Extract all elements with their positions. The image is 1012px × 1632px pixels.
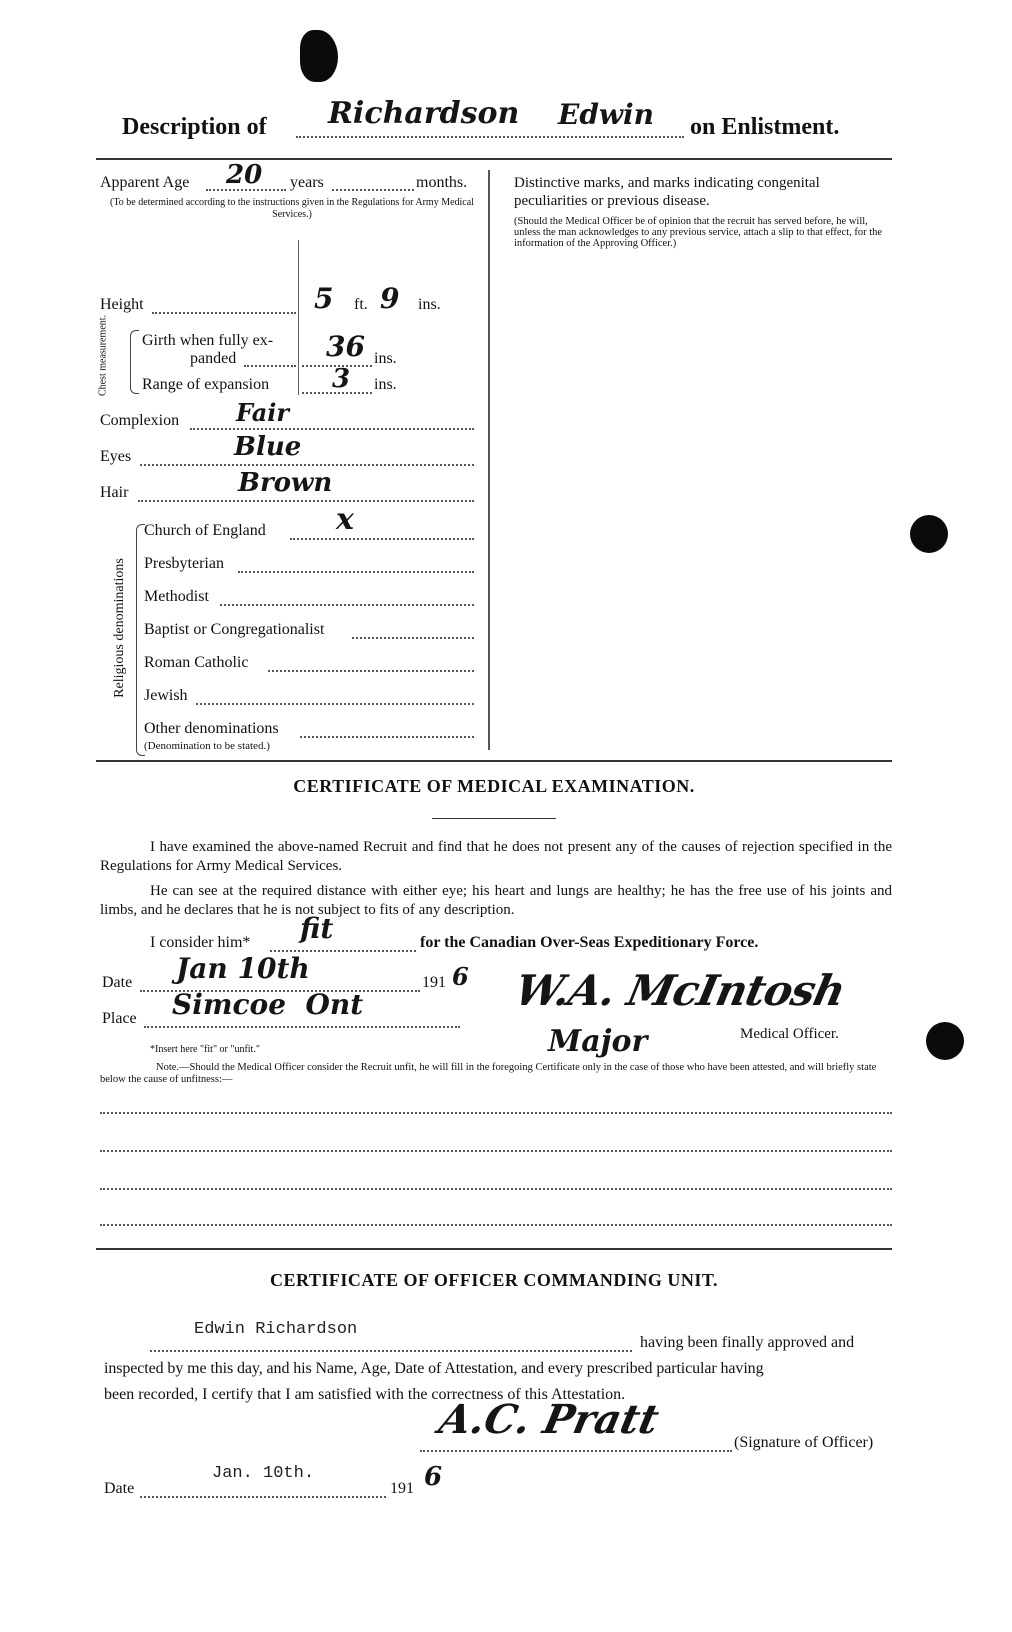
- other-denomination-note: (Denomination to be stated.): [144, 740, 270, 752]
- ins-label: ins.: [418, 296, 441, 313]
- medical-officer-signature: W.A. McIntosh: [510, 966, 850, 1015]
- range-value: 3: [332, 364, 351, 394]
- medical-date-value: Jan 10th: [176, 952, 310, 985]
- medical-place-label: Place: [102, 1010, 137, 1027]
- medical-note: Note.—Should the Medical Officer consider the Recruit unfit, he will fill in the foregoing Certificate only in the case of those who have been attested, and will briefly state below the cause of unfitness:—: [100, 1062, 877, 1085]
- section-rule: [96, 760, 892, 762]
- medical-place-value: Simcoe Ont: [172, 988, 364, 1021]
- range-line: [302, 392, 372, 394]
- consider-suffix: [420, 934, 758, 952]
- religion-line: [290, 538, 474, 540]
- girth-line: [244, 365, 296, 367]
- months-line: [332, 189, 414, 191]
- complexion-label: Complexion: [100, 412, 180, 429]
- religion-line: [196, 703, 474, 705]
- religion-label-methodist: Methodist: [144, 588, 209, 605]
- religion-line: [268, 670, 474, 672]
- medical-place-line: [144, 1026, 460, 1028]
- marks-title: Distinctive marks, and marks indicating congenital peculiarities or previous disease.: [514, 175, 820, 209]
- medical-date-label: Date: [102, 974, 133, 991]
- commanding-date-label: Date: [104, 1480, 135, 1497]
- religion-label-other: Other denominations: [144, 720, 279, 737]
- religion-label-roman-catholic: Roman Catholic: [144, 654, 249, 671]
- ft-label: ft.: [354, 296, 368, 313]
- commanding-name-value: Edwin Richardson: [194, 1320, 358, 1339]
- commanding-signature-label: (Signature of Officer): [734, 1434, 874, 1451]
- religion-label-church-of-england: Church of England: [144, 522, 266, 539]
- eyes-line: [140, 464, 474, 466]
- commanding-year-digit: 6: [424, 1462, 443, 1492]
- religion-line: [300, 736, 474, 738]
- medical-officer-rank: Major: [548, 1024, 648, 1059]
- age-value: 20: [226, 160, 263, 190]
- title-suffix: on Enlistment.: [690, 114, 840, 140]
- section-rule: [96, 1248, 892, 1250]
- medical-title-rule: [432, 818, 556, 819]
- religion-line: [220, 604, 474, 606]
- years-label: years: [290, 174, 324, 191]
- medical-officer-label: Medical Officer.: [740, 1026, 839, 1042]
- marks-note: (Should the Medical Officer be of opinion that the recruit has served before, he will, unless the man acknowledges to any previous service, attach a slip to that effect, for the information of the Approving Officer.): [514, 216, 883, 249]
- insert-note: *Insert here "fit" or "unfit.": [150, 1044, 260, 1055]
- religion-side-label: Religious denominations: [112, 558, 127, 698]
- commanding-line-3: been recorded, I certify that I am satisfied with the correctness of this Attestation.: [104, 1386, 626, 1403]
- religion-label-baptist: Baptist or Congregationalist: [144, 621, 325, 638]
- height-label: Height: [100, 296, 144, 313]
- commanding-signature-line: [420, 1450, 732, 1452]
- months-label: months.: [416, 174, 468, 191]
- age-label: Apparent Age: [100, 174, 190, 191]
- medical-year-digit: 6: [452, 962, 469, 991]
- religion-line: [352, 637, 474, 639]
- consider-value: fit: [300, 912, 334, 945]
- consider-prefix: I consider him*: [150, 934, 251, 951]
- religion-line: [238, 571, 474, 573]
- ins-label-range: ins.: [374, 376, 397, 393]
- height-line: [152, 312, 296, 314]
- eyes-label: Eyes: [100, 448, 132, 465]
- medical-para-1: I have examined the above-named Recruit and find that he does not present any of the causes of rejection specified in the Regulations for Army Medical Services.: [100, 839, 892, 874]
- age-line: [206, 189, 286, 191]
- range-label: Range of expansion: [142, 376, 270, 393]
- height-in-value: 9: [380, 282, 400, 315]
- ink-blot: [300, 30, 338, 82]
- religion-mark-church-of-england: x: [336, 502, 354, 537]
- chest-side-label: Chest measurement.: [97, 314, 109, 397]
- unfit-line: [100, 1112, 892, 1114]
- punch-hole: [926, 1022, 964, 1060]
- hair-value: Brown: [238, 468, 333, 498]
- chest-bracket: [130, 330, 139, 394]
- punch-hole: [910, 515, 948, 553]
- girth-label-1: Girth when fully ex-: [142, 332, 274, 349]
- unfit-line: [100, 1188, 892, 1190]
- column-divider: [488, 170, 490, 750]
- commanding-date-value: Jan. 10th.: [212, 1464, 315, 1483]
- medical-para-2: He can see at the required distance with either eye; his heart and lungs are healthy; he has the free use of his joints and limbs, and he declares that he is not subject to fits of any description.: [100, 883, 892, 918]
- ins-label-girth: ins.: [374, 350, 397, 367]
- girth-value: 36: [326, 330, 365, 363]
- medical-year-prefix: 191: [422, 974, 446, 991]
- eyes-value: Blue: [234, 432, 302, 462]
- given-name-field: Edwin: [558, 98, 655, 131]
- surname-line: [296, 136, 684, 138]
- religion-label-jewish: Jewish: [144, 687, 188, 704]
- header-rule: [96, 158, 892, 160]
- commanding-officer-signature: A.C. Pratt: [435, 1396, 663, 1443]
- commanding-title: CERTIFICATE OF OFFICER COMMANDING UNIT.: [269, 1270, 719, 1290]
- unfit-line: [100, 1224, 892, 1226]
- surname-field: Richardson: [328, 96, 520, 131]
- commanding-name-line: [150, 1350, 632, 1352]
- religion-label-presbyterian: Presbyterian: [144, 555, 224, 572]
- commanding-date-line: [140, 1496, 386, 1498]
- medical-title: CERTIFICATE OF MEDICAL EXAMINATION.: [293, 776, 695, 796]
- hair-line: [138, 500, 474, 502]
- girth-label-2: panded: [190, 350, 237, 367]
- commanding-year-prefix: 191: [390, 1480, 414, 1497]
- consider-suffix-text: for the Canadian Over-Seas Expeditionary Force.: [420, 934, 759, 951]
- age-note: (To be determined according to the instructions given in the Regulations for Army Medical Services.): [110, 197, 474, 220]
- unfit-line: [100, 1150, 892, 1152]
- complexion-line: [190, 428, 474, 430]
- value-divider: [298, 240, 299, 395]
- commanding-line-1-suffix: having been finally approved and: [640, 1334, 855, 1351]
- hair-label: Hair: [100, 484, 129, 501]
- commanding-line-2: inspected by me this day, and his Name, Age, Date of Attestation, and every prescribed particular having: [104, 1360, 764, 1377]
- title-prefix: Description of: [122, 114, 267, 140]
- complexion-value: Fair: [236, 398, 290, 427]
- height-ft-value: 5: [314, 282, 334, 315]
